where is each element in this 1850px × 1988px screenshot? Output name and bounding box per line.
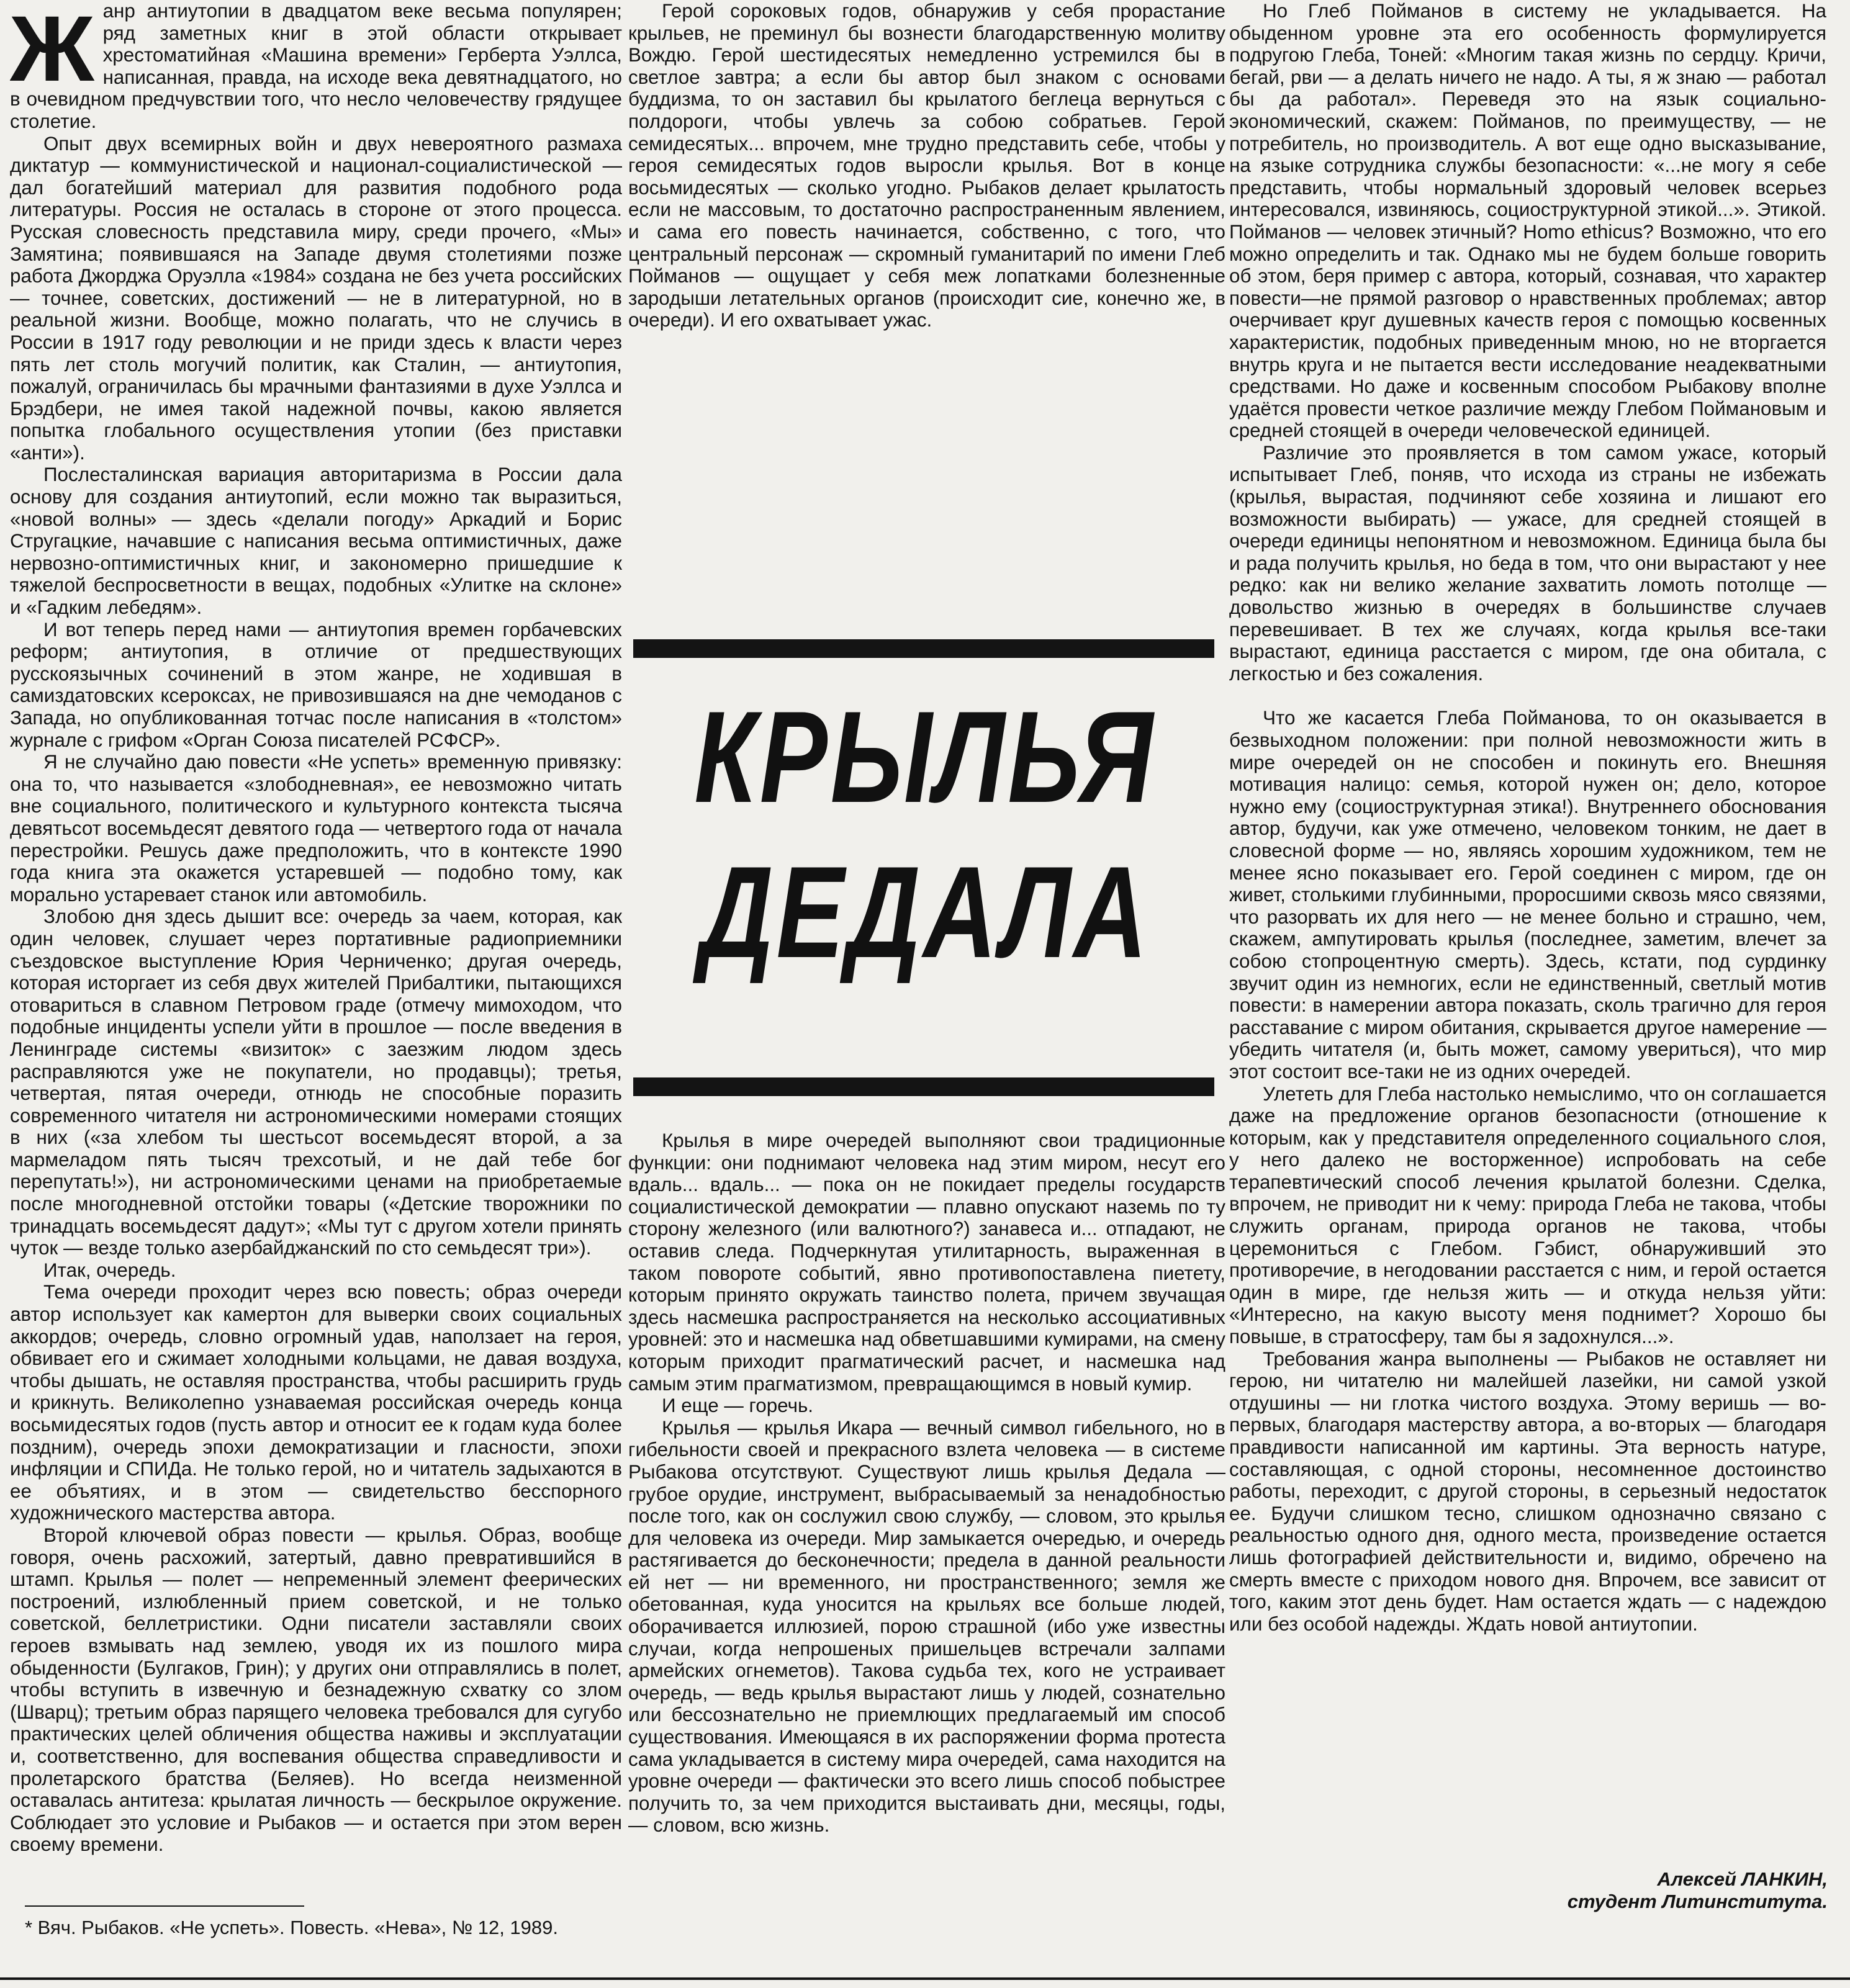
- paragraph: Тема очереди проходит через всю повесть; образ очереди автор использует как камертон для выверки своих социальных аккордов; очередь, словно огромный удав, наползает на героя, обвивает его и сжимает холодными кольцами, не давая воздуха, чтобы дышать, не оставляя пространства, чтобы расширить грудь и крикнуть. Великолепно узнаваемая российская очередь конца восьмидесятых годов (пусть автор и относит ее к годам куда более поздним), очередь эпохи демократизации и гласности, эпохи инфляции и СПИДа. Не только герой, но и читатель задыхаются в ее объятиях, и в этом — свидетельство бесспорного художнического мастерства автора.: [10, 1281, 622, 1524]
- footnote-divider: [25, 1905, 304, 1907]
- page-bottom-rule: [0, 1977, 1850, 1980]
- paragraph: И вот теперь перед нами — антиутопия времен горбачевских реформ; антиутопия, в отличие от предшествующих русскоязычных сочинений в этом жанре, не ходившая в самиздатовских ксероксах, не привозившаяся на дне чемоданов с Запада, но опубликованная тотчас после написания в «толстом» журнале с грифом «Орган Союза писателей РСФСР».: [10, 618, 622, 751]
- author-name: Алексей ЛАНКИН,: [1657, 1868, 1828, 1890]
- article-column-2-top: [628, 0, 1225, 608]
- headline-rule-bottom: [633, 1077, 1214, 1096]
- paragraph: Послесталинская вариация авторитаризма в России дала основу для создания антиутопий, если можно так выразиться, «новой волны» — здесь «делали погоду» Аркадий и Борис Стругацкие, начавшие с написания весьма оптимистичных, даже нервозно-оптимистичных книг, и закономерно пришедшие к тяжелой беспросветности в вещах, подобных «Улитке на склоне» и «Гадким лебедям».: [10, 464, 622, 619]
- headline-block: [627, 639, 1223, 1111]
- paragraph: Требования жанра выполнены — Рыбаков не оставляет ни герою, ни читателю ни малейшей лазейки, ни самой узкой отдушины — ни глотка чистого воздуха. Этому веришь — во-первых, благодаря мастерству автора, а во-вторых — благодаря правдивости написанной им картины. Эта верность натуре, составляющая, с одной стороны, несомненное достоинство работы, переходит, с другой стороны, в серьезный недостаток ее. Будучи слишком тесно, слишком однозначно связано с реальностью одного дня, одного места, произведение остается лишь фотографией действительности и, видимо, обречено на смерть вместе с приходом нового дня. Впрочем, все зависит от того, каким этот день будет. Нам остается ждать — с надеждою или без особой надежды. Ждать новой антиутопии.: [1229, 1347, 1826, 1635]
- drop-cap: Ж: [10, 0, 94, 101]
- author-title: студент Литинститута.: [1567, 1891, 1828, 1912]
- paragraph: Крылья в мире очередей выполняют свои традиционные функции: они поднимают человека над этим миром, несут его вдаль... вдаль... — пока он не покидает пределы государств социалистической демократии — плавно опускают наземь по ту сторону железного (или валютного?) занавеса и... отпадают, не оставив следа. Подчеркнутая утилитарность, выраженная в таком повороте событий, явно противопоставлена пиетету, которым принято окружать таинство полета, причем звучащая здесь насмешка распространяется на несколько ассоциативных уровней: это и насмешка над обветшавшими кумирами, на смену которым приходит прагматический расчет, и насмешка над самым этим прагматизмом, превращающимся в новый кумир.: [628, 1130, 1225, 1395]
- article-column-2-bottom: [628, 1130, 1225, 1974]
- paragraph: Опыт двух всемирных войн и двух невероятного размаха диктатур — коммунистической и национал-социалистической — дал богатейший материал для развития подобного рода литературы. Россия не осталась в стороне от этого процесса. Русская словесность представила миру, среди прочего, «Мы» Замятина; появившаяся на Западе двумя столетиями позже работа Джорджа Оруэлла «1984» создана не без учета российских — точнее, советских, достижений — не в литературной, но в реальной жизни. Вообще, можно полагать, что не случись в России в 1917 году революции и не приди здесь к власти через пять лет столь могучий политик, как Сталин, — антиутопия, пожалуй, ограничилась бы мрачными фантазиями в духе Уэллса и Брэдбери, не имея такой надежной почвы, какою является попытка глобального осуществления утопии (без приставки «анти»).: [10, 132, 622, 464]
- paragraph: Итак, очередь.: [43, 1259, 176, 1281]
- headline-line-1: КРЫЛЬЯ: [694, 684, 1156, 830]
- author-signature: [1269, 1868, 1828, 1913]
- paragraph: И еще — горечь.: [662, 1395, 814, 1417]
- headline-line-2: ДЕДАЛА: [700, 839, 1150, 985]
- paragraph: Но Глеб Пойманов в систему не укладывается. На обыденном уровне эта его особенность формулируется подругою Глеба, Тоней: «Многим такая жизнь по сердцу. Кричи, бегай, рви — а делать ничего не надо. А ты, я ж знаю — работал бы да работал». Переведя это на язык социально-экономический, скажем: Пойманов, по преимуществу, — не потребитель, но производитель. А вот еще одно высказывание, на языке сотрудника службы безопасности: «...не могу я себе представить, чтобы нормальный здоровый человек всерьез интересовался, извиняюсь, социоструктурной этикой...». Этикой. Пойманов — человек этичный? Homo ethicus? Возможно, что его можно определить и так. Однако мы не будем больше говорить об этом, беря пример с автора, который, сознавая, что характер повести—не прямой разговор о нравственных проблемах; автор очерчивает круг душевных качеств героя с помощью косвенных характеристик, подобных приведенным мною, но не вторгается внутрь круга и не пытается вести исследование неадекватными средствами. Но даже и косвенным способом Рыбакову вполне удаётся провести четкое различие между Глебом Поймановым и средней стоящей в очереди человеческой единицей.: [1229, 0, 1826, 442]
- paragraph: Крылья — крылья Икара — вечный символ гибельного, но в гибельности своей и прекрасного взлета человека — в системе Рыбакова отсутствуют. Существуют лишь крылья Дедала — грубое орудие, инструмент, выбрасываемый за ненадобностью после того, как он сослужил свою службу, — словом, это крылья для человека из очереди. Мир замыкается очередью, и очередь растягивается до бесконечности; предела в данной реальности ей нет — ни временного, ни пространственного; земля же обетованная, куда уносится на крыльях все больше людей, оборачивается иллюзией, порою страшной (ибо уже известны случаи, когда непрошеных пришельцев встречали залпами армейских огнеметов). Такова судьба тех, кого не устраивает очередь, — ведь крылья вырастают лишь у людей, сознательно или бессознательно не приемлющих предлагаемый им способ существования. Имеющаяся в их распоряжении форма протеста сама укладывается в систему мира очередей, сама находится на уровне очереди — фактически это всего лишь способ побыстрее получить то, за чем приходится выстаивать дни, месяцы, годы, — словом, всю жизнь.: [628, 1416, 1225, 1837]
- paragraph: Что же касается Глеба Пойманова, то он оказывается в безвыходном положении: при полной невозможности жить в мире очередей он не способен и покинуть его. Внешняя мотивация налицо: семья, которой нужен он; дело, которое нужно ему (социоструктурная этика!). Внутреннего обоснования автор, будучи, как уже отмечено, человеком тонким, не дает в словесной форме — но, являясь хорошим художником, тем не менее ясно показывает его. Герой соединен с миром, где он живет, столькими глубинными, проросшими сквозь мясо связями, что разорвать их для него — не менее больно и страшно, чем, скажем, ампутировать крылья (последнее, заметим, влечет за собою стопроцентную смерть). Здесь, кстати, под сурдинку звучит один из немногих, если не единственный, светлый мотив повести: в намерении автора показать, сколь трагично для героя расставание с миром обитания, скрывается другое намерение — убедить читателя (и, быть может, самому увериться), что мир этот состоит все-таки не из одних очередей.: [1229, 707, 1826, 1082]
- column-3-body: [1229, 0, 1826, 1856]
- footnote: * Вяч. Рыбаков. «Не успеть». Повесть. «Нева», № 12, 1989.: [25, 1917, 559, 1938]
- paragraph: Различие это проявляется в том самом ужасе, который испытывает Глеб, поняв, что исхода из страны не избежать (крылья, вырастая, подчиняют себе хозяина и лишают его возможности выбирать) — ужасе, для средней стоящей в очереди единицы непонятном и невозможном. Единица была бы и рада получить крылья, но беда в том, что они вырастают у нее редко: как ни велико желание захватить ломоть потолще — довольство жизнью в очередях в большинстве случаев перевешивает. В тех же случаях, когда крылья все-таки вырастают, единица расстается с миром, где она обитала, с легкостью и без сожаления.: [1229, 441, 1826, 685]
- paragraph: Улететь для Глеба настолько немыслимо, что он соглашается даже на предложение органов безопасности (отношение к которым, как у представителя определенного социального слоя, у него далеко не восторженное) испробовать на себе терапевтический способ лечения крылатой болезни. Сделка, впрочем, не приводит ни к чему: природа Глеба не такова, чтобы служить органам, природа органов не такова, чтобы церемониться с Глебом. Гэбист, обнаруживший это противоречие, в негодовании расстается с ним, и герой остается один в мире, где нельзя жить — и откуда нельзя уйти: «Интересно, на какую высоту меня поднимет? Хорошо бы повыше, в стратосферу, там бы я задохнулся...».: [1229, 1082, 1826, 1348]
- headline-rule-top: [633, 639, 1214, 658]
- paragraph: Я не случайно даю повести «Не успеть» временную привязку: она то, что называется «злободневная», ее невозможно читать вне социального, политического и культурного контекста тысяча девятьсот восемьдесят девятого года — четвертого года от начала перестройки. Решусь даже предположить, что в контексте 1990 года книга эта окажется устаревшей — подобно тому, как морально устаревает станок или автомобиль.: [10, 751, 622, 906]
- paragraph: Второй ключевой образ повести — крылья. Образ, вообще говоря, очень расхожий, затертый, давно превратившийся в штамп. Крылья — полет — непременный элемент феерических построений, излюбленный прием советской, и не только советской, беллетристики. Одни писатели заставляли своих героев взмывать над землею, уводя их из пошлого мира обыденности (Булгаков, Грин); у других они отправлялись в полет, чтобы вступить в извечную и безнадежную схватку со злом (Шварц); третьим образ парящего человека требовался для сугубо практических целей обличения общества наживы и эксплуатации и, соответственно, для воспевания общества справедливости и пролетарского братства (Беляев). Но всегда неизменной оставалась антитеза: крылатая личность — бескрылое окружение. Соблюдает это условие и Рыбаков — и остается при этом верен своему времени.: [10, 1524, 622, 1856]
- paragraph: анр антиутопии в двадцатом веке весьма популярен; ряд заметных книг в этой области открывает хрестоматийная «Машина времени» Герберта Уэллса, написанная, правда, на исходе века девятнадцатого, но в очевидном предчувствии того, что несло человечеству грядущее столетие.: [10, 0, 622, 132]
- article-column-3: [1229, 0, 1826, 1974]
- article-column-1: [10, 0, 622, 1974]
- paragraph: Герой сороковых годов, обнаружив у себя прорастание крыльев, не преминул бы вознести благодарственную молитву Вождю. Герой шестидесятых немедленно устремился бы в светлое завтра; а если бы автор был знаком с основами буддизма, то он заставил бы крылатого беглеца вернуться с полдороги, чтобы увлечь за собою собратьев. Герой семидесятых... впрочем, мне трудно представить себе, чтобы у героя семидесятых годов выросли крылья. Вот в конце восьмидесятых — сколько угодно. Рыбаков делает крылатость если не массовым, то достаточно распространенным явлением, и сама его повесть начинается, собственно, с того, что центральный персонаж — скромный гуманитарий по имени Глеб Пойманов — ощущает у себя меж лопатками болезненные зародыши летательных органов (происходит сие, конечно же, в очереди). И его охватывает ужас.: [628, 0, 1225, 331]
- column-1-body: [10, 0, 622, 1887]
- paragraph: Злобою дня здесь дышит все: очередь за чаем, которая, как один человек, слушает через портативные радиоприемники съездовское выступление Юрия Черниченко; другая очередь, которая исторгает из себя двух жителей Прибалтики, пытающихся отовариться в славном Петровом граде (отмечу мимоходом, что подобные инциденты успели уйти в прошлое — после введения в Ленинграде системы «визиток» с заезжим людом здесь расправляются уже не покупатели, но продавцы); третья, четвертая, пятая очереди, отнюдь не способные поразить современного читателя ни астрономическими номерами стоящих в них («за хлебом ты шестьсот восемьдесят второй, а за мармеладом пять тысяч трехсотый, и не дай тебе бог перепутать!»), ни астрономическими ценами на приобретаемые после многодневной отстойки товары («Детские творожники по тринадцать восемьдесят дадут»; «Мы тут с другом хотели принять чуток — везде только азербайджанский по сто семьдесят три»).: [10, 906, 622, 1259]
